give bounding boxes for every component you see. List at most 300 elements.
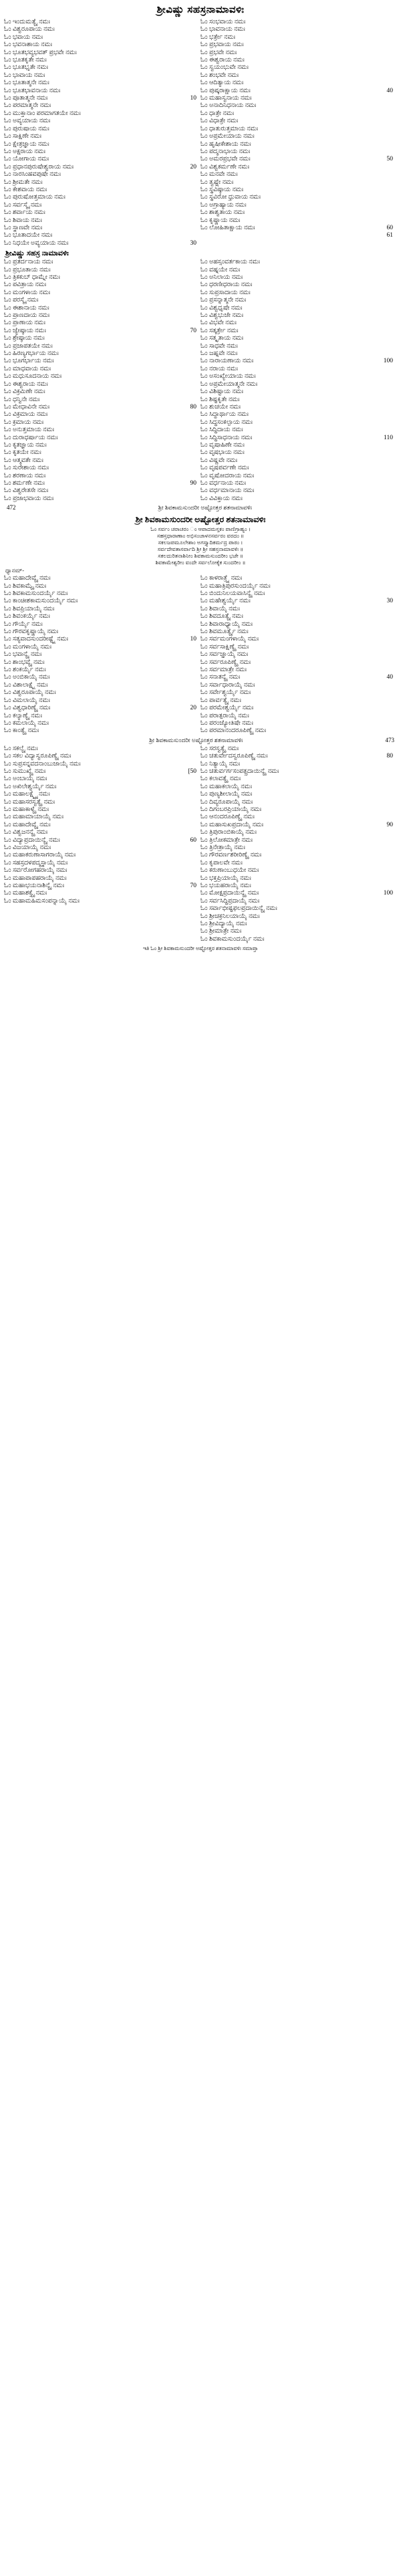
list-item: [4, 171, 196, 179]
name-text: ಓಂ ಮಂಗಳಾಯ ನಮಃ: [4, 289, 51, 296]
verse-line: ಶಿವಕಾಮೇಶ್ವರೀಂ ವಂದೇ ಸರ್ವಲೋಕೈಕ ಸುಂದರೀಂ ॥: [155, 560, 246, 566]
list-item: [200, 232, 393, 239]
list-item: [200, 480, 393, 487]
list-item: [200, 320, 393, 327]
list-item: [4, 64, 196, 72]
name-text: ಓಂ ಲೋಹಿತಾಕ್ಷಾಯ ನಮಃ: [200, 224, 255, 231]
verse-line: ಸಹಸ್ರಧಾರಾಣಾಂ ಅಭಿಸಂಚಾಳನಸರ್ವರಂ ವರದಂ ॥: [156, 533, 245, 540]
list-item: [200, 95, 393, 102]
list-item: [200, 659, 393, 667]
list-item: [200, 281, 393, 289]
name-text: ಓಂ ಭವಾನ್ಯೈ ನಮಃ: [4, 651, 42, 659]
count-marker: 80: [386, 753, 393, 760]
name-text: ಓಂ ಪರಾತ್ಪರಾಯೈ ನಮಃ: [200, 712, 249, 719]
name-text: ಓಂ ಈಶಾನಾಯ ನಮಃ: [4, 304, 49, 312]
name-text: ಓಂ ವಿಶ್ವರೂಪಾಯ ನಮಃ: [4, 26, 55, 33]
list-item: [4, 57, 196, 64]
count-marker: [50: [188, 768, 196, 775]
namavali-section-1b: [0, 259, 401, 503]
name-text: ಓಂ ಶಂಭವೇ ನಮಃ: [200, 72, 239, 79]
list-item: [200, 776, 393, 783]
name-text: ಓಂ ಮೋಕ್ಷಪ್ರದಾಯಿನ್ಯೈ ನಮಃ: [200, 890, 259, 897]
name-text: ಓಂ ವಿಶ್ವಧೃಷೇ ನಮಃ: [200, 304, 243, 312]
list-item: [200, 404, 393, 411]
name-text: ಓಂ ಕೇಶವಾಯ ನಮಃ: [4, 186, 47, 193]
count-marker: 20: [190, 163, 196, 170]
name-text: ಓಂ ಸರ್ವಸ್ಮೈ ನಮಃ: [4, 201, 42, 209]
list-item: [4, 396, 196, 404]
list-item: [4, 442, 196, 449]
list-item: [4, 80, 196, 87]
list-item: [200, 636, 393, 643]
list-item: [4, 583, 196, 590]
name-text: ಓಂ ಸ್ಥಾಣವೇ ನಮಃ: [4, 224, 43, 231]
list-item: [4, 860, 196, 867]
name-text: ಓಂ ಶರಣಾಯ ನಮಃ: [4, 472, 46, 479]
name-text: ಓಂ ವರ್ಧನಾಯ ನಮಃ: [200, 479, 246, 487]
page-footer-left: [0, 503, 401, 513]
name-text: ಓಂ ಸ್ವಯಂಭುವೇ ನಮಃ: [200, 64, 249, 72]
list-item: [4, 88, 196, 95]
list-item: [4, 776, 196, 783]
name-text: ಓಂ ಮಹಾಶಕ್ತ್ಯೈ ನಮಃ: [4, 890, 47, 897]
name-text: ಓಂ ಮಧುಸೂದನಾಯ ನಮಃ: [4, 373, 62, 380]
name-text: ಓಂ ಭೂತಾದಯೇ ನಮಃ: [4, 232, 53, 239]
list-item: [200, 328, 393, 335]
list-item: [4, 667, 196, 674]
list-item: [200, 473, 393, 480]
name-text: ಓಂ ಸುರೇಶಾಯ ನಮಃ: [4, 465, 49, 472]
list-item: [4, 404, 196, 411]
name-text: ಓಂ ಕ್ಷೇತ್ರಜ್ಞಾಯ ನಮಃ: [4, 140, 49, 148]
list-item: [4, 636, 196, 643]
list-item: [200, 644, 393, 651]
name-text: ಓಂ ಹೃಷೀಕೇಶಾಯ ನಮಃ: [200, 140, 251, 148]
name-text: ಓಂ ಸರ್ವರೂಪಿಣ್ಯೈ ನಮಃ: [200, 659, 251, 666]
list-item: [4, 187, 196, 194]
list-item: [200, 682, 393, 689]
list-item: [200, 822, 393, 829]
name-text: ಓಂ ತ್ರಿಪುರಾಂಬಿಕಾಯೈ ನಮಃ: [200, 829, 257, 836]
list-item: [200, 606, 393, 613]
name-text: ಓಂ ಸಿದ್ಧಾರ್ಥಾಯ ನಮಃ: [200, 411, 249, 419]
name-text: ಓಂ ಸಿದ್ಧಿದಾಯ ನಮಃ: [200, 427, 243, 434]
list-item: [200, 49, 393, 57]
list-item: [4, 473, 196, 480]
name-text: ಓಂ ನರಾಯ ನಮಃ: [200, 365, 238, 372]
list-item: [200, 860, 393, 867]
name-text: ಓಂ ಅಕ್ಷರಾಯ ನಮಃ: [4, 148, 45, 155]
count-marker: 10: [190, 95, 196, 102]
count-marker: 70: [190, 327, 196, 334]
list-item: [4, 427, 196, 434]
name-text: ಓಂ ಭೂತಭವ್ಯಭವತ್ ಪ್ರಭವೇ ನಮಃ: [4, 49, 77, 56]
list-item: [4, 753, 196, 760]
page-number-right: 473: [385, 736, 394, 743]
dhyana-label: ಧ್ಯಾನಮ್-: [5, 567, 25, 574]
list-item: [4, 867, 196, 874]
name-text: ಓಂ ಕಾಂತ್ಯೈ ನಮಃ: [4, 727, 39, 735]
list-item: [200, 628, 393, 636]
list-item: [4, 791, 196, 798]
name-text: ಓಂ ವಿಶ್ವಕರ್ಮಣೇ ನಮಃ: [200, 163, 249, 170]
list-item: [200, 667, 393, 674]
name-text: ಓಂ ಹಿರಣ್ಯಗರ್ಭಾಯ ನಮಃ: [4, 350, 59, 358]
list-item: [4, 95, 196, 102]
list-item: [200, 791, 393, 798]
name-text: ಓಂ ಸರ್ವೇಶ್ವರ್ಯೈ ನಮಃ: [200, 689, 251, 697]
page-footer-right: [0, 735, 401, 745]
list-item: [4, 118, 196, 125]
list-item: [200, 768, 393, 776]
list-item: [200, 844, 393, 852]
list-item: [4, 320, 196, 327]
list-item: [200, 187, 393, 194]
footer-title-left: ಶ್ರೀ ಶಿವಕಾಮಸುಂದರೀ ಅಷ್ಟೋತ್ತರ ಶತನಾಮಾವಳಿಃ: [158, 504, 252, 511]
name-list-right-2: [200, 575, 393, 735]
count-marker: 40: [386, 674, 393, 681]
name-text: ಓಂ ಪುಣ್ಯಶೀಲಾಯೈ ನಮಃ: [200, 791, 253, 798]
list-item: [4, 644, 196, 651]
name-text: ಓಂ ಶ್ರೀವಿದ್ಯಾಯೈ ನಮಃ: [200, 921, 247, 928]
name-text: ಓಂ ವಿಶ್ವಭುಜೇ ನಮಃ: [200, 312, 244, 320]
name-text: ಓಂ ಭೂತಭೃತೇ ನಮಃ: [4, 64, 48, 72]
list-item: [200, 495, 393, 503]
name-text: ಓಂ ಶ್ರೇಷ್ಠಾಯ ನಮಃ: [4, 335, 45, 342]
section-heading-vishnu-sahasra: [0, 247, 401, 259]
name-text: ಓಂ ಕೃತಯೇ ನಮಃ: [4, 449, 41, 457]
name-text: ಓಂ ಪೂತಾತ್ಮನೇ ನಮಃ: [4, 95, 48, 102]
name-text: ಓಂ ಕಾಳರಾತ್ರ್ಯೈ ನಮಃ: [200, 575, 243, 582]
list-item: [4, 822, 196, 829]
name-text: ಓಂ ನಾರಾಯಣಾಯ ನಮಃ: [200, 358, 254, 365]
list-item: [200, 110, 393, 118]
namavali-section-2: [0, 575, 401, 735]
list-item: [200, 274, 393, 281]
closing-note: ಇತಿ ಓಂ ಶ್ರೀ ಶಿವಕಾಮಸುಂದರೀ ಅಷ್ಟೋತ್ತರ ಶತನಾಮಾವಳಿಃ ಸಮಾಪ್ತಾ: [142, 945, 259, 952]
name-text: ಓಂ ಆದಿತ್ಯಾಯ ನಮಃ: [200, 80, 244, 87]
list-item: [4, 890, 196, 897]
name-text: ಓಂ ದುರಾಧರ್ಷಾಯ ನಮಃ: [4, 434, 58, 441]
list-item: [4, 844, 196, 852]
list-item: [4, 487, 196, 495]
list-item: [200, 102, 393, 110]
list-item: [200, 867, 393, 874]
name-text: ಓಂ ಶಿಷ್ಟಕೃತೇ ನಮಃ: [200, 396, 240, 403]
list-item: [4, 133, 196, 140]
count-marker: 30: [386, 598, 393, 605]
name-text: ಓಂ ಮಹಾಲಕ್ಷ್ಮ್ಯೈ ನಮಃ: [4, 791, 50, 798]
list-item: [200, 713, 393, 720]
list-item: [200, 118, 393, 125]
name-text: ಓಂ ಪುರುಷಾಯ ನಮಃ: [4, 125, 49, 132]
list-item: [200, 156, 393, 163]
name-text: ಓಂ ಪವಿತ್ರಾಯ ನಮಃ: [4, 281, 47, 289]
list-item: [4, 49, 196, 57]
list-item: [4, 435, 196, 442]
name-text: ಓಂ ಅಂಬಾಯೈ ನಮಃ: [4, 776, 47, 783]
name-text: ಓಂ ಮಹಾತ್ರಿಪುರಸುಂದರ್ಯೈ ನಮಃ: [200, 582, 271, 590]
name-text: ಓಂ ಶಿವಕಾಮ್ಯೈ ನಮಃ: [4, 582, 47, 590]
name-text: ಓಂ ಶರ್ಮಣೇ ನಮಃ: [4, 479, 45, 487]
name-text: ಓಂ ಭೂಗರ್ಭಾಯ ನಮಃ: [4, 358, 54, 365]
name-text: ಓಂ ಪರಮಾನಂದರೂಪಿಣ್ಯೈ ನಮಃ: [200, 727, 267, 735]
list-item: [200, 898, 393, 905]
name-text: ಓಂ ಶ್ರೀಚಕ್ರನಿಲಯಾಯೈ ನಮಃ: [200, 913, 260, 920]
name-text: ಓಂ ಪ್ರಭೂತಾಯ ನಮಃ: [4, 266, 51, 273]
list-item: [4, 267, 196, 274]
name-text: ಓಂ ಧರಣೀಧರಾಯ ನಮಃ: [200, 281, 253, 289]
name-text: ಓಂ ಶಿವಕಾಮಸುಂದರ್ಯೈ ನಮಃ: [4, 590, 68, 597]
list-item: [4, 674, 196, 681]
name-text: ಓಂ ವಿಶ್ವಧಾರಿಣ್ಯೈ ನಮಃ: [4, 705, 51, 712]
name-text: ಓಂ ವಿಷ್ಣವೇ ನಮಃ: [200, 457, 238, 464]
list-item: [200, 705, 393, 712]
name-text: ಓಂ ದಿಗಂಬರಪ್ರಿಯಾಯೈ ನಮಃ: [200, 806, 262, 813]
list-item: [4, 34, 196, 41]
list-item: [4, 305, 196, 312]
list-item: [4, 449, 196, 457]
list-item: [200, 289, 393, 297]
count-marker: 100: [383, 890, 393, 897]
namavali-section-3: [0, 745, 401, 944]
list-item: [200, 936, 393, 943]
name-text: ಓಂ ವಿಶಾಲಾಕ್ಷ್ಯೈ ನಮಃ: [4, 681, 48, 689]
list-item: [200, 202, 393, 209]
list-item: [200, 651, 393, 659]
list-item: [200, 799, 393, 806]
name-text: ಓಂ ಕೃತಜ್ಞಾಯ ನಮಃ: [4, 441, 47, 449]
name-text: ಓಂ ಕೃಪಾಲವೇ ನಮಃ: [200, 859, 243, 866]
name-text: ಓಂ ಅಹಸ್ಸಂವರ್ತಕಾಯ ನಮಃ: [200, 259, 260, 266]
name-text: ಓಂ ಪ್ರಧಾನಪುರುಷೇಶ್ವರಾಯ ನಮಃ: [4, 163, 74, 170]
list-item: [4, 312, 196, 320]
name-text: ಓಂ ವೃಷೋದರಾಯ ನಮಃ: [200, 472, 255, 479]
name-text: ಓಂ ಮಹಾಸ್ವನಾಯ ನಮಃ: [200, 95, 252, 102]
list-item: [4, 598, 196, 605]
name-text: ಓಂ ಅಪ್ರಮೇಯಾಯ ನಮಃ: [200, 133, 255, 140]
name-text: ಓಂ ತ್ರಿಲೋಕಮಾತ್ರೇ ನಮಃ: [200, 836, 253, 844]
name-text: ಓಂ ಅನಾದಿನಿಧನಾಯ ನಮಃ: [200, 102, 257, 110]
name-text: ಓಂ ಕೃಷ್ಣಾಯ ನಮಃ: [200, 217, 241, 224]
list-item: [200, 171, 393, 179]
name-text: ಓಂ ವಿಶ್ವರೂಪಾಯೈ ನಮಃ: [4, 689, 56, 697]
list-item: [4, 689, 196, 697]
list-item: [200, 875, 393, 883]
list-item: [4, 72, 196, 80]
name-text: ಓಂ ಪರಂಜ್ಯೋತಿಷೇ ನಮಃ: [200, 719, 253, 727]
list-item: [4, 727, 196, 735]
count-marker: 70: [190, 883, 196, 890]
name-text: ಓಂ ಜಹ್ನವೇ ನಮಃ: [200, 350, 238, 358]
name-text: ಓಂ ಶರ್ವಾಯ ನಮಃ: [4, 209, 45, 217]
list-item: [4, 784, 196, 791]
name-text: ಓಂ ಭಕ್ತಪ್ರಿಯಾಯೈ ನಮಃ: [200, 874, 251, 882]
list-item: [200, 217, 393, 225]
name-text: ಓಂ ಸತ್ಯವಾದಸುಂದರೀಷ್ಟ್ಯೈ ನಮಃ: [4, 636, 68, 643]
name-text: ಓಂ ಚತುರ್ವರ್ಗಸಂಪತ್ಪ್ರದಾಯಿನ್ಯೈ ನಮಃ: [200, 768, 279, 775]
name-text: ಓಂ ವಿದ್ಯಾಪ್ರದಾಯಿನ್ಯೈ ನಮಃ: [4, 836, 60, 844]
count-marker: 20: [190, 705, 196, 712]
list-item: [200, 621, 393, 628]
list-item: [200, 613, 393, 620]
verse-line: ಸಕಲದುರಿತನಾಶಿನೀಂ ಶಿವಕಾಮಸುಂದರೀಂ ಭಜೇ ॥: [158, 553, 243, 560]
section-2-right-column: [200, 575, 397, 735]
name-text: ಓಂ ಮಹಾಕರುಣಾಸಾಗರಾಯೈ ನಮಃ: [4, 852, 76, 859]
list-item: [4, 350, 196, 358]
list-item: [200, 921, 393, 928]
name-text: ಓಂ ಮಂಗಳಾಯೈ ನಮಃ: [4, 643, 52, 651]
list-item: [4, 659, 196, 667]
list-item: [4, 761, 196, 768]
list-item: [4, 343, 196, 350]
verse-line: ಓಂ ಸರ್ವಂ ಚರಾಚರಂ ಂ ಆಪಾದಮಸ್ತಕಂ ಪಾಣಿಗ್ರಾಹ್ಯಂ ।: [150, 526, 251, 533]
name-text: ಓಂ ಶಿವಕಾಮಸುಂದರ್ಯೈ ನಮಃ: [200, 935, 265, 943]
list-item: [200, 72, 393, 80]
name-text: ಓಂ ಗೌರವಕೃಷ್ಣಾಯೈ ನಮಃ: [4, 628, 59, 636]
name-text: ಓಂ ಕರುಣಾಂಬುಧಯೇ ನಮಃ: [200, 867, 259, 874]
count-marker: 61: [386, 232, 393, 239]
list-item: [4, 335, 196, 342]
list-item: [4, 713, 196, 720]
list-item: [200, 727, 393, 735]
name-text: ಓಂ ಮನವೇ ನಮಃ: [200, 171, 238, 179]
list-item: [200, 396, 393, 404]
list-item: [200, 26, 393, 33]
name-text: ಓಂ ಪರಮೇಶ್ವರ್ಯೈ ನಮಃ: [200, 705, 254, 712]
name-text: ಓಂ ಸಕಲ ವಿದ್ಯಾಸ್ವರೂಪಿಣ್ಯೈ ನಮಃ: [4, 753, 72, 760]
name-text: ಓಂ ಅನುತ್ತಮಾಯ ನಮಃ: [4, 427, 54, 434]
list-item: [200, 80, 393, 87]
name-text: ಓಂ ಭವಾಯ ನಮಃ: [4, 33, 43, 41]
name-text: ಓಂ ಅವ್ಯಯಾಯ ನಮಃ: [4, 118, 51, 125]
list-item: [4, 852, 196, 859]
name-list-left-3: [4, 745, 196, 906]
list-item: [4, 480, 196, 487]
list-item: [4, 217, 196, 225]
count-marker: 100: [383, 358, 393, 365]
name-text: ಓಂ ಪದ್ಮನಾಭಾಯ ನಮಃ: [200, 148, 251, 155]
section-3-left-column: [4, 745, 200, 944]
name-text: ಓಂ ಸುಪ್ರಸಾದಾಯ ನಮಃ: [200, 289, 251, 296]
verse-line: ಸಕಲಜಪಮೂಲೇಶಾಂ ಅಗಸ್ತ್ಯಾದಿಕರ್ಮದ್ರ ಪಾಠಂ ।: [158, 540, 243, 546]
list-item: [200, 148, 393, 156]
name-text: ಓಂ ಮೇಧಾವಿನೇ ನಮಃ: [4, 403, 50, 411]
list-item: [200, 806, 393, 814]
name-text: ಓಂ ಸರ್ವಮಂಗಳಾಯೈ ನಮಃ: [200, 636, 259, 643]
name-text: ಓಂ ಪ್ರಜಾಪತಯೇ ನಮಃ: [4, 342, 53, 350]
list-item: [200, 350, 393, 358]
name-text: ಓಂ ಭೂತಾತ್ಮನೇ ನಮಃ: [4, 80, 49, 87]
name-text: ಓಂ ಮಹಾಕಾಳ್ಯೈ ನಮಃ: [4, 806, 49, 813]
list-item: [4, 590, 196, 598]
list-item: [200, 913, 393, 921]
list-item: [4, 381, 196, 388]
name-text: ಓಂ ಪ್ರಭವಾಯ ನಮಃ: [200, 41, 244, 49]
list-item: [4, 806, 196, 814]
name-text: ಓಂ ಮಹಾಕಲಾಯೈ ನಮಃ: [200, 783, 252, 790]
count-marker: 90: [190, 479, 196, 487]
name-text: ಓಂ ಸಾಕ್ಷಿಣೇ ನಮಃ: [4, 133, 41, 140]
name-text: ಓಂ ಮಹಾದೇವ್ಯೈ ನಮಃ: [4, 821, 51, 828]
list-item: [200, 381, 393, 388]
list-item: [4, 575, 196, 582]
name-text: ಓಂ ಶಿವಪ್ರಿಯಾಯೈ ನಮಃ: [4, 605, 55, 612]
list-item: [200, 598, 393, 605]
name-text: ಓಂ ಗೌರ್ಯೈ ನಮಃ: [4, 620, 43, 628]
list-item: [4, 682, 196, 689]
list-item: [200, 64, 393, 72]
name-text: ಓಂ ಕಮಲಾಯೈ ನಮಃ: [4, 719, 49, 727]
name-text: ಓಂ ವಿಕ್ರಮಾಯ ನಮಃ: [4, 411, 48, 419]
list-item: [4, 26, 196, 33]
list-item: [4, 259, 196, 266]
name-text: ಓಂ ಅಗ್ರಾಹ್ಯಾಯ ನಮಃ: [200, 201, 247, 209]
list-item: [4, 274, 196, 281]
list-item: [200, 697, 393, 705]
list-item: [4, 41, 196, 49]
list-item: [200, 928, 393, 935]
list-item: [200, 720, 393, 727]
name-text: ಓಂ ಸರ್ವಮಾತ್ರೇ ನಮಃ: [200, 667, 247, 674]
name-text: ಓಂ ಸುಮುಖ್ಯೈ ನಮಃ: [4, 768, 46, 775]
list-item: [200, 267, 393, 274]
name-text: ಓಂ ಮಹೇಶ್ವರ್ಯೈ ನಮಃ: [200, 598, 251, 605]
list-item: [200, 366, 393, 373]
name-text: ಓಂ ಸರಸ್ವತ್ಯೈ ನಮಃ: [200, 745, 239, 752]
name-text: ಓಂ ಸಿದ್ಧಸಂಕಲ್ಪಾಯ ನಮಃ: [200, 419, 253, 426]
footer-title-right: ಶ್ರೀ ಶಿವಕಾಮಸುಂದರೀ ಅಷ್ಟೋತ್ತರ ಶತನಾಮಾವಳಿಃ: [149, 736, 243, 743]
list-item: [200, 126, 393, 133]
count-marker: 10: [190, 636, 196, 643]
list-item: [4, 388, 196, 396]
name-text: ಓಂ ಶಿವಾಯ ನಮಃ: [4, 217, 42, 224]
list-item: [4, 419, 196, 427]
name-text: ಓಂ ಮಹಾಮಹಿಮಸಂಪನ್ನಾಯೈ ನಮಃ: [4, 897, 80, 905]
list-item: [200, 829, 393, 836]
list-item: [200, 297, 393, 304]
list-item: [4, 837, 196, 844]
count-marker: 80: [190, 403, 196, 411]
name-text: ಓಂ ಸತ್ಕೃತಾಯ ನಮಃ: [200, 335, 244, 342]
list-item: [200, 225, 393, 232]
list-item: [4, 705, 196, 712]
list-item: [200, 141, 393, 148]
name-text: ಓಂ ಸರ್ವರೋಗಹರಾಯೈ ನಮಃ: [4, 867, 68, 874]
namavali-section-1: [0, 19, 401, 247]
list-item: [4, 209, 196, 217]
name-text: ಓಂ ವಿಧಾತ್ರೇ ನಮಃ: [200, 118, 239, 125]
count-marker: 60: [190, 836, 196, 844]
name-text: ಓಂ ಪುರುಷೋತ್ತಮಾಯ ನಮಃ: [4, 194, 65, 201]
list-item: [200, 259, 393, 266]
name-text: ಓಂ ವಹ್ನಯೇ ನಮಃ: [200, 266, 241, 273]
list-item: [200, 419, 393, 427]
name-text: ಓಂ ನಿಧಯೇ ಅವ್ಯಯಾಯ ನಮಃ: [4, 239, 69, 247]
name-list-left-1b: [4, 259, 196, 503]
name-text: ಓಂ ಸ್ಥವಿರೋ ಧ್ರುವಾಯ ನಮಃ: [200, 194, 261, 201]
list-item: [4, 457, 196, 465]
name-text: ಓಂ ಅಖಿಲೇಶ್ವರ್ಯೈ ನಮಃ: [4, 783, 57, 790]
count-marker: 110: [384, 434, 393, 441]
list-item: [200, 689, 393, 697]
name-text: ಓಂ ಧಾತ್ರೇ ನಮಃ: [200, 110, 235, 117]
name-text: ಓಂ ವಿವಿಕ್ತಾಯ ನಮಃ: [200, 495, 243, 502]
list-item: [200, 442, 393, 449]
list-item: [200, 449, 393, 457]
count-marker: 60: [386, 224, 393, 231]
name-text: ಓಂ ಮಹಾಸುಖಪ್ರದಾಯೈ ನಮಃ: [200, 821, 264, 828]
